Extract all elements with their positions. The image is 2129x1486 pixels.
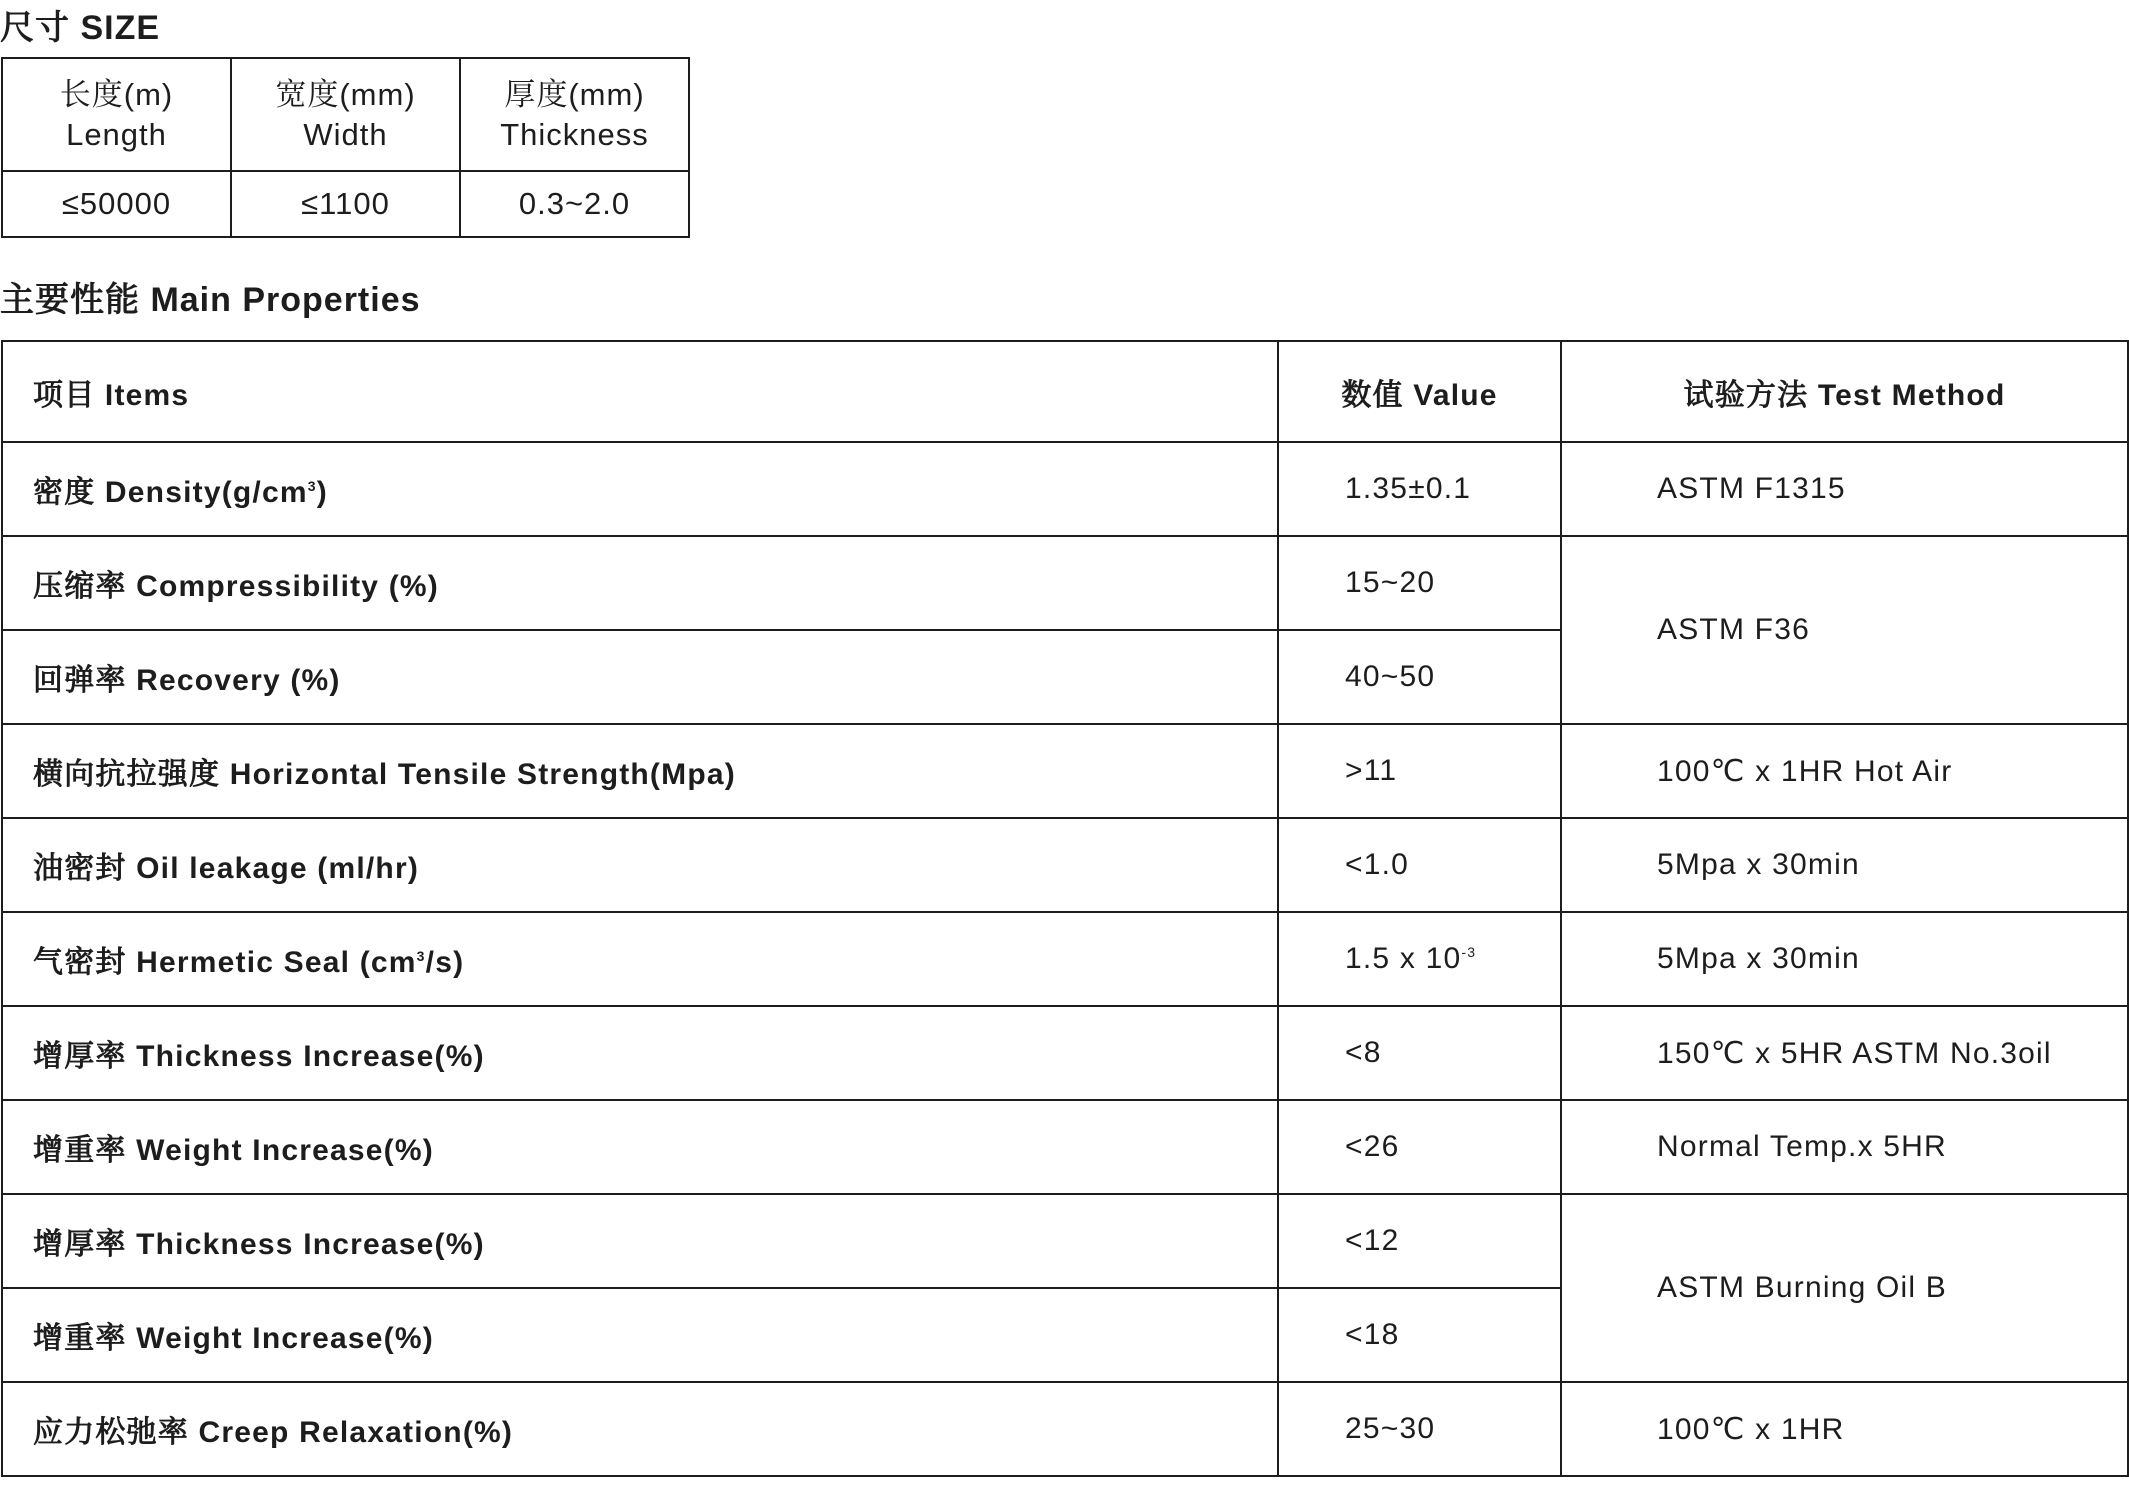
table-row bbox=[2, 912, 2128, 1006]
row-item-sup: 3 bbox=[416, 948, 426, 964]
row-item: 增厚率 Thickness Increase(%) bbox=[2, 1006, 1278, 1100]
row-item-text: 气密封 Hermetic Seal (cm bbox=[33, 946, 417, 979]
size-header-en: Thickness bbox=[500, 116, 649, 152]
row-method: ASTM Burning Oil B bbox=[1561, 1194, 2128, 1382]
row-method: ASTM F1315 bbox=[1561, 442, 2128, 536]
size-value-row bbox=[2, 171, 689, 237]
size-header-en: Length bbox=[66, 116, 167, 152]
size-header-zh: 宽度(mm) bbox=[275, 76, 416, 112]
row-value: <18 bbox=[1278, 1288, 1561, 1382]
row-item: 压缩率 Compressibility (%) bbox=[2, 536, 1278, 630]
row-method: 150℃ x 5HR ASTM No.3oil bbox=[1561, 1006, 2128, 1100]
size-value-width: ≤1100 bbox=[231, 171, 460, 237]
header-value: 数值 Value bbox=[1278, 341, 1561, 442]
row-item bbox=[2, 912, 1278, 1006]
row-method: Normal Temp.x 5HR bbox=[1561, 1100, 2128, 1194]
table-row bbox=[2, 1382, 2128, 1476]
row-method: ASTM F36 bbox=[1561, 536, 2128, 724]
table-row bbox=[2, 1100, 2128, 1194]
row-value: 1.35±0.1 bbox=[1278, 442, 1561, 536]
row-value: 40~50 bbox=[1278, 630, 1561, 724]
properties-table bbox=[1, 340, 2129, 1477]
row-method: 100℃ x 1HR bbox=[1561, 1382, 2128, 1476]
size-header-thickness bbox=[460, 58, 689, 171]
properties-header-row bbox=[2, 341, 2128, 442]
size-value-length: ≤50000 bbox=[2, 171, 231, 237]
row-item-tail: /s) bbox=[425, 946, 465, 979]
row-item-tail: ) bbox=[316, 476, 328, 509]
size-header-en: Width bbox=[303, 116, 388, 152]
table-row bbox=[2, 442, 2128, 536]
row-item: 油密封 Oil leakage (ml/hr) bbox=[2, 818, 1278, 912]
size-header-zh: 长度(m) bbox=[59, 76, 174, 112]
row-value: <1.0 bbox=[1278, 818, 1561, 912]
row-item-text: 密度 Density(g/cm bbox=[33, 476, 308, 509]
row-value-sup: -3 bbox=[1461, 944, 1477, 960]
row-item: 增重率 Weight Increase(%) bbox=[2, 1100, 1278, 1194]
row-item: 应力松弛率 Creep Relaxation(%) bbox=[2, 1382, 1278, 1476]
row-value bbox=[1278, 912, 1561, 1006]
size-section-title: 尺寸 SIZE bbox=[0, 9, 161, 47]
row-method: 100℃ x 1HR Hot Air bbox=[1561, 724, 2128, 818]
table-row bbox=[2, 1006, 2128, 1100]
size-header-zh: 厚度(mm) bbox=[504, 76, 645, 112]
row-item bbox=[2, 442, 1278, 536]
row-item: 增厚率 Thickness Increase(%) bbox=[2, 1194, 1278, 1288]
row-value: 15~20 bbox=[1278, 536, 1561, 630]
row-item: 回弹率 Recovery (%) bbox=[2, 630, 1278, 724]
row-value: >11 bbox=[1278, 724, 1561, 818]
table-row bbox=[2, 724, 2128, 818]
header-test-method: 试验方法 Test Method bbox=[1561, 341, 2128, 442]
row-value-text: 1.5 x 10 bbox=[1345, 942, 1462, 975]
size-table bbox=[1, 57, 690, 238]
row-value: <12 bbox=[1278, 1194, 1561, 1288]
table-row bbox=[2, 818, 2128, 912]
row-item: 增重率 Weight Increase(%) bbox=[2, 1288, 1278, 1382]
row-value: <8 bbox=[1278, 1006, 1561, 1100]
size-header-length bbox=[2, 58, 231, 171]
size-header-width bbox=[231, 58, 460, 171]
row-method: 5Mpa x 30min bbox=[1561, 912, 2128, 1006]
row-value: <26 bbox=[1278, 1100, 1561, 1194]
size-header-row bbox=[2, 58, 689, 171]
row-value: 25~30 bbox=[1278, 1382, 1561, 1476]
properties-section-title: 主要性能 Main Properties bbox=[0, 281, 421, 319]
size-value-thickness: 0.3~2.0 bbox=[460, 171, 689, 237]
table-row bbox=[2, 536, 2128, 630]
row-item: 横向抗拉强度 Horizontal Tensile Strength(Mpa) bbox=[2, 724, 1278, 818]
table-row bbox=[2, 1194, 2128, 1288]
row-method: 5Mpa x 30min bbox=[1561, 818, 2128, 912]
row-item-sup: 3 bbox=[307, 478, 317, 494]
header-items: 项目 Items bbox=[2, 341, 1278, 442]
